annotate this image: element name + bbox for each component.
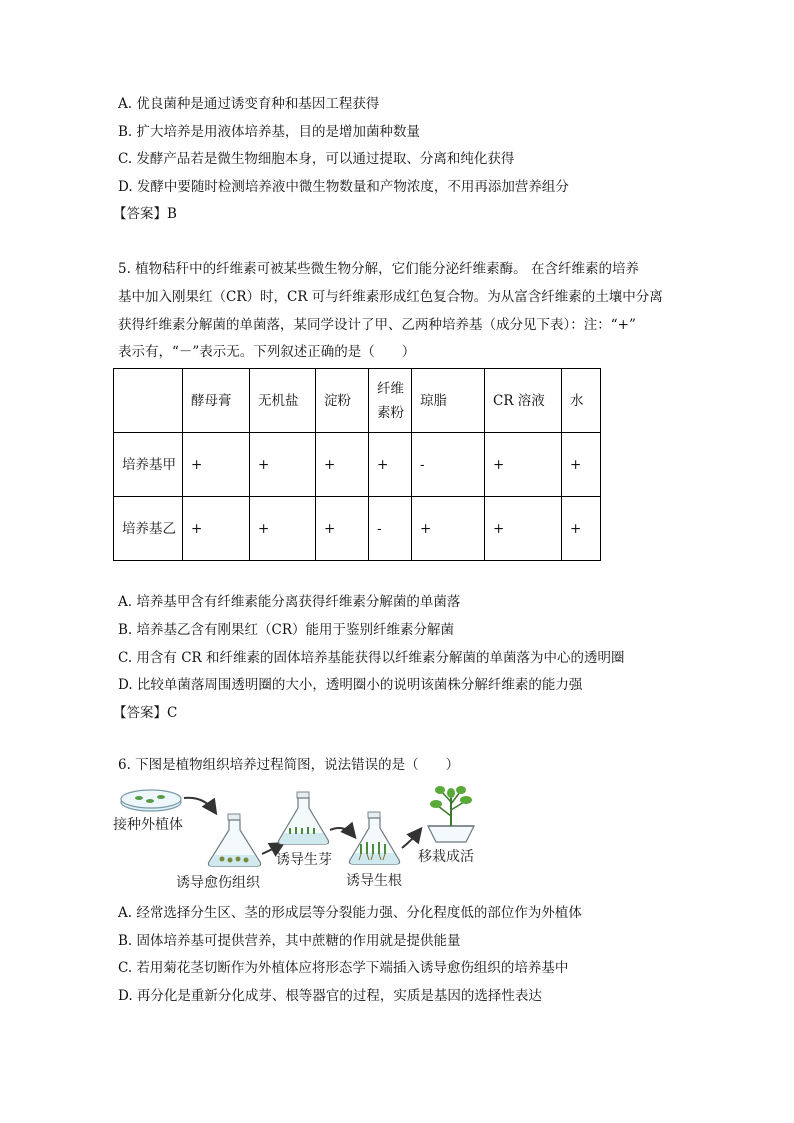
table-cell: +	[316, 497, 369, 561]
arrow-icon	[330, 828, 354, 836]
q5-stem-line-4: 表示有，“－”表示无。下列叙述正确的是（ ）	[118, 344, 416, 360]
table-header-cell: 水	[562, 369, 601, 433]
flask-shoot-icon	[278, 792, 328, 844]
diagram-label-transplant: 移栽成活	[418, 849, 474, 865]
diagram-label-callus: 诱导愈伤组织	[176, 875, 260, 891]
diagram-label-root: 诱导生根	[346, 873, 402, 889]
table-cell: +	[183, 433, 250, 497]
table-cell: 培养基甲	[114, 433, 183, 497]
table-header-cell: 酵母膏	[183, 369, 250, 433]
q5-option-a: A. 培养基甲含有纤维素能分离获得纤维素分解菌的单菌落	[118, 594, 461, 610]
q6-option-b: B. 固体培养基可提供营养，其中蔗糖的作用就是提供能量	[118, 933, 461, 949]
medium-composition-table	[113, 368, 601, 561]
q5-option-d: D. 比较单菌落周围透明圈的大小，透明圈小的说明该菌株分解纤维素的能力强	[118, 677, 583, 693]
table-cell: +	[369, 433, 412, 497]
arrow-icon	[184, 798, 215, 812]
table-row	[114, 497, 601, 561]
flask-root-icon	[349, 812, 399, 864]
q5-stem-line-2: 基中加入刚果红（CR）时，CR 可与纤维素形成红色复合物。为从富含纤维素的土壤中分离	[118, 289, 663, 305]
q4-answer: 【答案】B	[113, 206, 177, 222]
flask-callus-icon	[208, 814, 260, 866]
table-cell: +	[562, 433, 601, 497]
potted-plant-icon	[428, 786, 474, 842]
q6-option-d: D. 再分化是重新分化成芽、根等器官的过程，实质是基因的选择性表达	[118, 988, 542, 1004]
q6-option-c: C. 若用菊花茎切断作为外植体应将形态学下端插入诱导愈伤组织的培养基中	[118, 960, 569, 976]
table-cell: +	[562, 497, 601, 561]
q4-option-d: D. 发酵中要随时检测培养液中微生物数量和产物浓度，不用再添加营养组分	[118, 179, 569, 195]
table-header-cell: CR 溶液	[485, 369, 562, 433]
arrow-icon	[402, 830, 420, 848]
table-cell: +	[250, 497, 316, 561]
tissue-culture-diagram	[112, 782, 482, 894]
q4-option-c: C. 发酵产品若是微生物细胞本身，可以通过提取、分离和纯化获得	[118, 151, 515, 167]
diagram-label-shoot: 诱导生芽	[276, 852, 332, 868]
q4-option-a: A. 优良菌种是通过诱变育种和基因工程获得	[118, 96, 380, 112]
table-header-cell: 琼脂	[412, 369, 485, 433]
q5-answer: 【答案】C	[113, 705, 178, 721]
table-cell: +	[485, 497, 562, 561]
table-cell: -	[412, 433, 485, 497]
table-cell: +	[316, 433, 369, 497]
table-cell: 培养基乙	[114, 497, 183, 561]
q5-stem-line-3: 获得纤维素分解菌的单菌落，某同学设计了甲、乙两种培养基（成分见下表）：注：“+”	[118, 317, 636, 333]
table-cell: +	[412, 497, 485, 561]
table-cell: +	[183, 497, 250, 561]
table-header-cell: 纤维素粉	[369, 369, 412, 433]
table-header-cell: 淀粉	[316, 369, 369, 433]
table-cell: -	[369, 497, 412, 561]
q6-stem: 6. 下图是植物组织培养过程简图，说法错误的是（ ）	[118, 757, 460, 773]
q6-option-a: A. 经常选择分生区、茎的形成层等分裂能力强、分化程度低的部位作为外植体	[118, 905, 582, 921]
q5-option-b: B. 培养基乙含有刚果红（CR）能用于鉴别纤维素分解菌	[118, 622, 454, 638]
q5-option-c: C. 用含有 CR 和纤维素的固体培养基能获得以纤维素分解菌的单菌落为中心的透明圈	[118, 650, 625, 666]
q4-option-b: B. 扩大培养是用液体培养基，目的是增加菌种数量	[118, 124, 421, 140]
table-header-cell	[114, 369, 183, 433]
table-header-row	[114, 369, 601, 433]
table-header-cell: 无机盐	[250, 369, 316, 433]
q5-stem-line-1: 5. 植物秸秆中的纤维素可被某些微生物分解，它们能分泌纤维素酶。 在含纤维素的培养	[118, 261, 639, 277]
diagram-label-explant: 接种外植体	[113, 817, 183, 833]
table-cell: +	[485, 433, 562, 497]
table-cell: +	[250, 433, 316, 497]
petri-dish-icon	[121, 790, 181, 811]
table-row	[114, 433, 601, 497]
